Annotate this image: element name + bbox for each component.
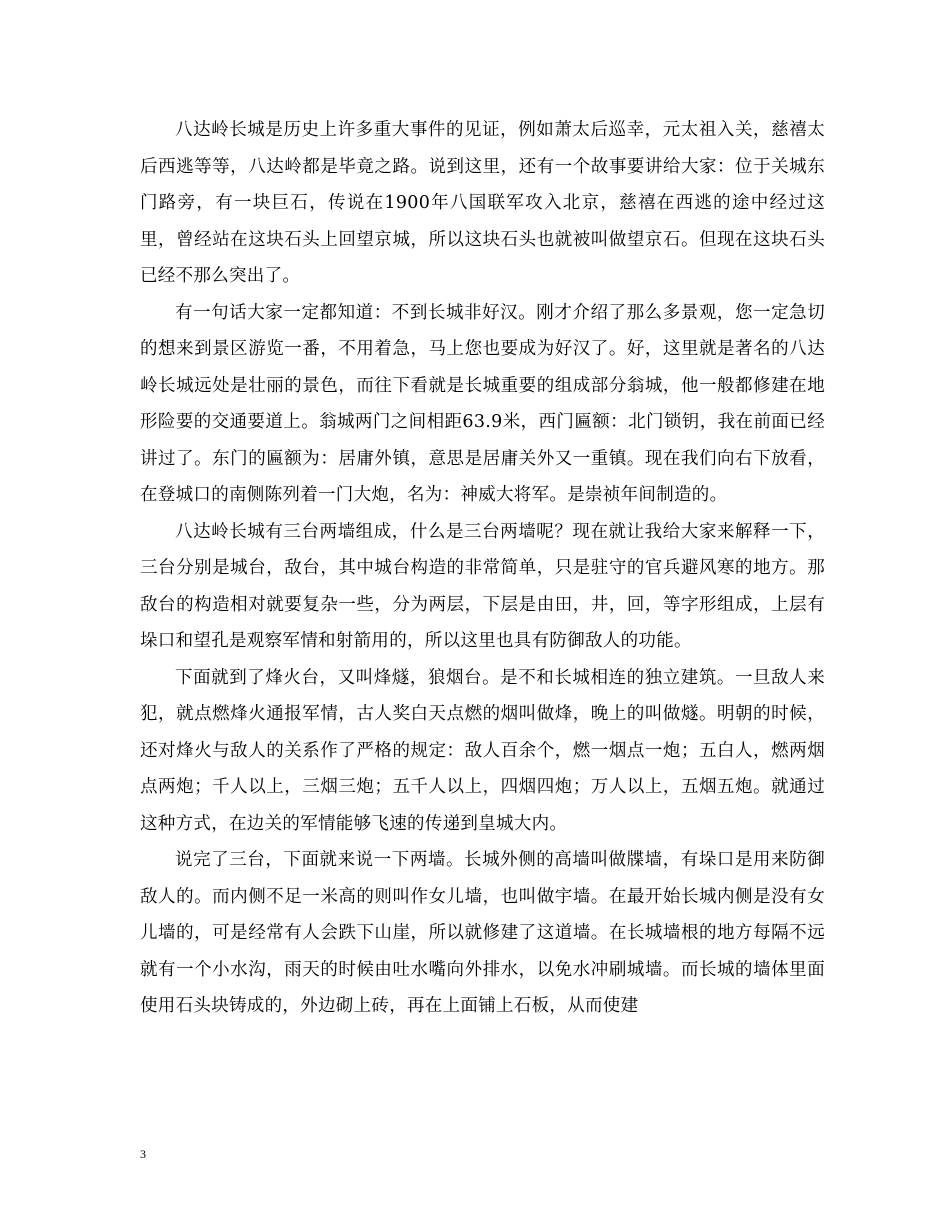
paragraph-wangjing-stone: 八达岭长城是历史上许多重大事件的见证，例如萧太后巡幸，元太祖入关，慈禧太后西逃等等，八达岭都是毕竟之路。说到这里，还有一个故事要讲给大家：位于关城东门路旁，有一块巨石，传说在1900年八国联军攻入北京，慈禧在西逃的途中经过这里，曾经站在这块石头上回望京城，所以这块石头也就被叫做望京石。但现在这块石头已经不那么突出了。 xyxy=(140,120,825,286)
page-number: 3 xyxy=(140,1147,146,1161)
paragraph-beacon-tower: 下面就到了烽火台，又叫烽燧，狼烟台。是不和长城相连的独立建筑。一旦敌人来犯，就点燃烽火通报军情，古人奖白天点燃的烟叫做烽，晚上的叫做燧。明朝的时候，还对烽火与敌人的关系作了严格的规定：敌人百余个，燃一烟点一炮；五白人，燃两烟点两炮；千人以上，三烟三炮；五千人以上，四烟四炮；万人以上，五烟五炮。就通过这种方式，在边关的军情能够飞速的传递到皇城大内。 xyxy=(140,667,825,834)
paragraph-two-walls: 说完了三台，下面就来说一下两墙。长城外侧的高墙叫做牒墙，有垛口是用来防御敌人的。而内侧不足一米高的则叫作女儿墙，也叫做宇墙。在最开始长城内侧是没有女儿墙的，可是经常有人会跌下山崖，所以就修建了这道墙。在长城墙根的地方每隔不远就有一个小水沟，雨天的时候由吐水嘴向外排水，以免水冲刷城墙。而长城的墙体里面使用石头块铸成的，外边砌上砖，再在上面铺上石板，从而使建 xyxy=(140,850,825,1016)
document-body xyxy=(140,112,825,1025)
paragraph-three-platforms: 八达岭长城有三台两墙组成，什么是三台两墙呢？现在就让我给大家来解释一下，三台分别是城台，敌台，其中城台构造的非常简单，只是驻守的官兵避风寒的地方。那敌台的构造相对就要复杂一些，分为两层，下层是由田，井，回，等字形组成，上层有垛口和望孔是观察军情和射箭用的，所以这里也具有防御敌人的功能。 xyxy=(140,521,825,651)
paragraph-haohan-wengcheng: 有一句话大家一定都知道：不到长城非好汉。刚才介绍了那么多景观，您一定急切的想来到景区游览一番，不用着急，马上您也要成为好汉了。好，这里就是著名的八达岭长城远处是壮丽的景色，而往下看就是长城重要的组成部分翁城，他一般都修建在地形险要的交通要道上。翁城两门之间相距63.9米，西门匾额：北门锁钥，我在前面已经讲过了。东门的匾额为：居庸外镇，意思是居庸关外又一重镇。现在我们向右下放看，在登城口的南侧陈列着一门大炮，名为：神威大将军。是崇祯年间制造的。 xyxy=(140,302,825,505)
